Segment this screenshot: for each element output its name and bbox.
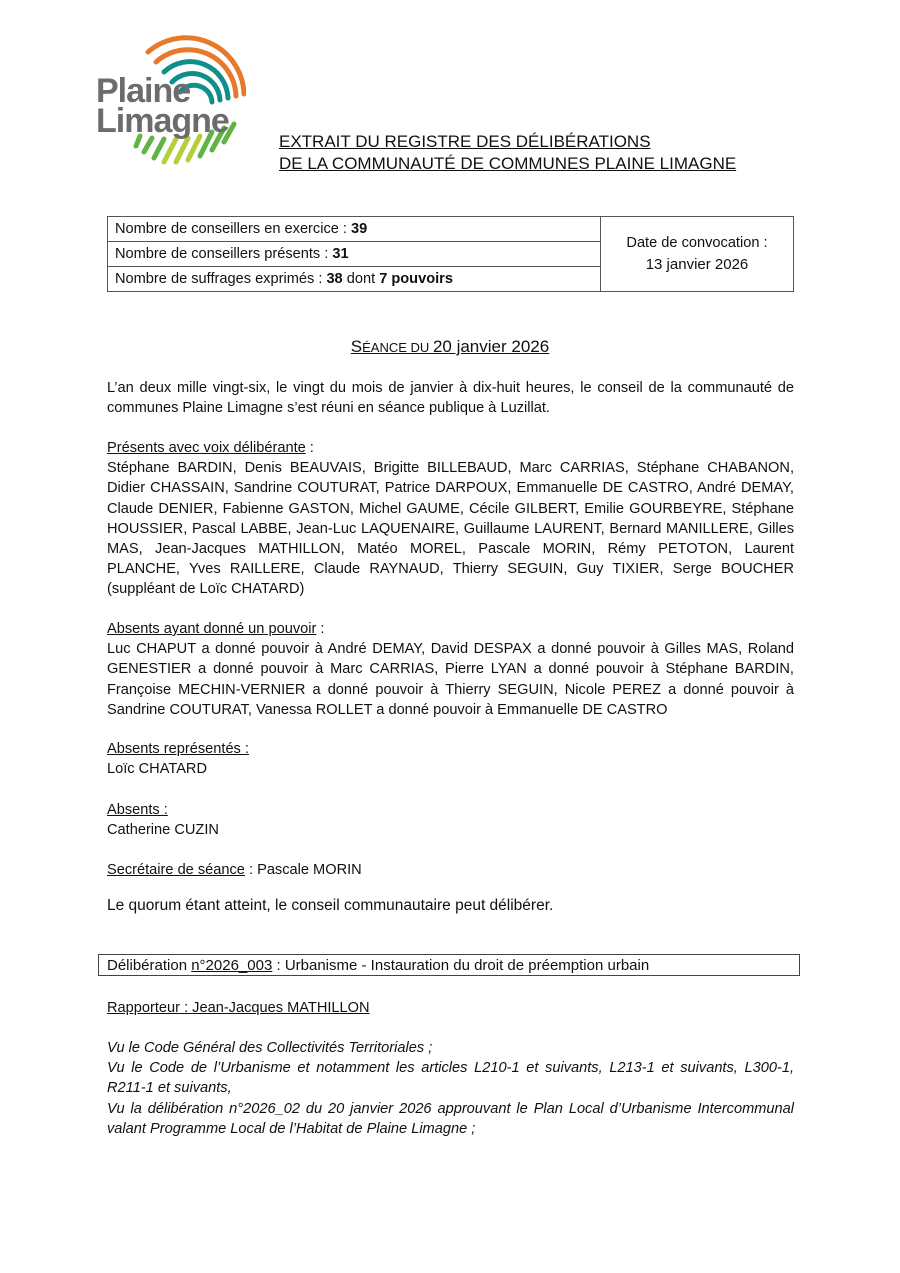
- logo-line-2: Limagne: [96, 102, 229, 140]
- rapporteur: Rapporteur : Jean-Jacques MATHILLON: [107, 1000, 370, 1016]
- presents-list: Stéphane BARDIN, Denis BEAUVAIS, Brigitte BILLEBAUD, Marc CARRIAS, Stéphane CHABANON, Didier CHASSAIN, Sandrine COUTURAT, Patrice DARPOUX, Emmanuelle DE CASTRO, André DEMAY, Claude DENIER, Fabienne GASTON, Michel GAUME, Cécile GILBERT, Emilie GOURBEYRE, Stéphane HOUSSIER, Pascal LABBE, Jean-Luc LAQUENAIRE, Guillaume LAURENT, Bernard MANILLERE, Gilles MAS, Jean-Jacques MATHILLON, Matéo MOREL, Pascale MORIN, Rémy PETOTON, Laurent PLANCHE, Yves RAILLERE, Claude RAYNAUD, Thierry SEGUIN, Guy TIXIER, Serge BOUCHER (suppléant de Loïc CHATARD): [107, 460, 794, 598]
- title-line-1: EXTRAIT DU REGISTRE DES DÉLIBÉRATIONS: [279, 132, 651, 151]
- pouvoirs-colon: :: [316, 621, 325, 637]
- suffrages-value: 38: [326, 271, 343, 287]
- presents-section: [107, 438, 794, 600]
- logo-line-1: Plaine: [96, 72, 191, 110]
- deliberation-sep: :: [272, 957, 285, 974]
- presents-cell: [108, 242, 601, 267]
- representes-list: Loïc CHATARD: [107, 761, 208, 778]
- secretaire-section: [107, 860, 794, 880]
- secretaire-value: : Pascale MORIN: [244, 862, 362, 878]
- pouvoirs-value: 7 pouvoirs: [379, 271, 453, 287]
- absents-list: Catherine CUZIN: [107, 822, 219, 839]
- council-info-table: [107, 216, 794, 292]
- visa-item: Vu le Code Général des Collectivités Territoriales ;: [107, 1040, 433, 1056]
- convocation-date: 13 janvier 2026: [645, 256, 749, 273]
- suffrages-cell: [108, 267, 601, 292]
- deliberation-prefix: Délibération: [107, 957, 192, 974]
- title-line-2: DE LA COMMUNAUTÉ DE COMMUNES PLAINE LIMAGNE: [279, 154, 737, 173]
- document-title: [279, 131, 736, 175]
- seance-rest: ÉANCE DU: [362, 340, 433, 355]
- convocation-label: Date de convocation :: [626, 235, 768, 251]
- presents-colon: :: [305, 440, 314, 456]
- representes-label: Absents représentés :: [107, 741, 249, 757]
- absents-section: [107, 800, 794, 840]
- exercice-cell: [108, 217, 601, 242]
- visas-section: [107, 1038, 794, 1139]
- quorum-statement: Le quorum étant atteint, le conseil communautaire peut délibérer.: [107, 897, 554, 914]
- exercice-value: 39: [351, 221, 368, 237]
- visa-item: Vu la délibération n°2026_02 du 20 janvier 2026 approuvant le Plan Local d’Urbanisme Intercommunal valant Programme Local de l’Habitat de Plaine Limagne ;: [107, 1100, 794, 1137]
- pouvoirs-label: Absents ayant donné un pouvoir: [107, 621, 317, 637]
- presents-label: Présents avec voix délibérante: [107, 440, 306, 456]
- deliberation-subject: Urbanisme - Instauration du droit de préemption urbain: [284, 957, 650, 974]
- seance-initial: S: [350, 337, 363, 356]
- visa-item: Vu le Code de l’Urbanisme et notamment les articles L210-1 et suivants, L213-1 et suivants, L300-1, R211-1 et suivants,: [107, 1060, 794, 1097]
- presents-count-value: 31: [332, 246, 349, 262]
- convocation-cell: [601, 217, 794, 292]
- exercice-label: Nombre de conseillers en exercice :: [115, 221, 352, 237]
- suffrages-mid: dont: [342, 271, 380, 287]
- absents-label: Absents :: [107, 802, 168, 818]
- suffrages-label: Nombre de suffrages exprimés :: [115, 271, 327, 287]
- seance-date: 20 janvier 2026: [432, 337, 550, 356]
- deliberation-number: n°2026_003: [191, 957, 273, 974]
- representes-section: [107, 739, 794, 779]
- presents-count-label: Nombre de conseillers présents :: [115, 246, 333, 262]
- deliberation-header: [98, 954, 800, 976]
- intro-paragraph: L’an deux mille vingt-six, le vingt du mois de janvier à dix-huit heures, le conseil de la communauté de communes Plaine Limagne s’est réuni en séance publique à Luzillat.: [107, 380, 794, 417]
- secretaire-label: Secrétaire de séance: [107, 862, 245, 878]
- plaine-limagne-logo: [96, 24, 246, 169]
- pouvoirs-list: Luc CHAPUT a donné pouvoir à André DEMAY, David DESPAX a donné pouvoir à Gilles MAS, Roland GENESTIER a donné pouvoir à Marc CARRIAS, Pierre LYAN a donné pouvoir à Stéphane BARDIN, Françoise MECHIN-VERNIER a donné pouvoir à Thierry SEGUIN, Nicole PEREZ a donné pouvoir à Sandrine COUTURAT, Vanessa ROLLET a donné pouvoir à Emmanuelle DE CASTRO: [107, 641, 794, 718]
- seance-heading: [0, 337, 900, 357]
- pouvoirs-section: [107, 619, 794, 720]
